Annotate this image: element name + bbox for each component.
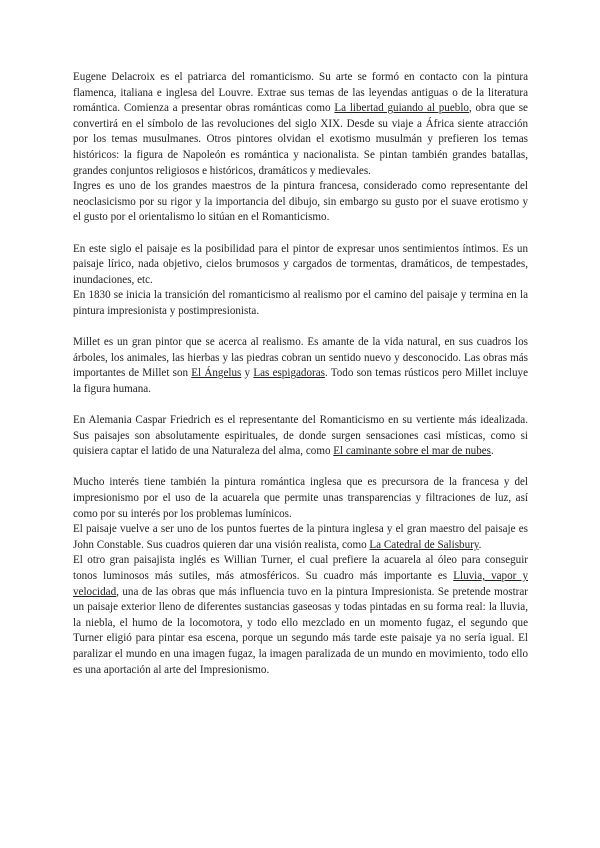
paragraph-text: Ingres es uno de los grandes maestros de la pintura francesa, considerado como representante del neoclasicismo por su rigor y la importancia del dibujo, sin embargo su gusto por el suave erotismo y el gusto por el orientalismo lo sitúan en el Romanticismo. [73,180,528,224]
paragraph-text: Mucho interés tiene también la pintura romántica inglesa que es precursora de la francesa y del impresionismo por el uso de la acuarela que permite unas transparencias y filtraciones de luz, así como por su interés por los problemas lumínicos. [73,476,528,520]
paragraph-text: . [491,445,494,458]
paragraph [73,242,528,289]
paragraph-spacer [73,320,528,336]
paragraph-spacer [73,226,528,242]
artwork-title-link[interactable]: La libertad guiando al pueblo [334,102,469,115]
paragraph-spacer [73,397,528,413]
paragraph [73,70,528,179]
paragraph-text: El otro gran paisajista inglés es Willian Turner, el cual prefiere la acuarela al óleo para conseguir tonos luminosos más sutiles, más atmosféricos. Su cuadro más importante es [73,554,528,582]
paragraph-spacer [73,460,528,476]
artwork-title-link[interactable]: El caminante sobre el mar de nubes [333,445,491,458]
paragraph-text: Eugene Delacroix es el patriarca del romanticismo. Su arte se formó en contacto con la pintura flamenca, italiana e inglesa del Louvre. Extrae sus temas de las leyendas antiguas o de la literatura romántica. Comienza a presentar obras románticas como [73,71,528,115]
artwork-title-link[interactable]: El Ángelus [191,367,242,380]
paragraph-text: En Alemania Caspar Friedrich es el representante del Romanticismo en su vertiente más idealizada. Sus paisajes son absolutamente espirituales, de donde surgen sensaciones casi místicas, como si quisiera captar el latido de una Naturaleza del alma, como [73,414,528,458]
paragraph [73,475,528,522]
paragraph [73,335,528,397]
paragraph [73,413,528,460]
paragraph-text: , obra que se convertirá en el símbolo de las revoluciones del siglo XIX. Desde su viaje a África siente atracción por los temas musulmanes. Otros pintores olvidan el exotismo musulmán y prefieren los temas históricos: la figura de Napoleón es romántica y nacionalista. Se pintan también grandes batallas, grandes conjuntos religiosos e históricos, dramáticos y medievales. [73,102,528,177]
paragraph [73,179,528,226]
paragraph-text: El paisaje vuelve a ser uno de los puntos fuertes de la pintura inglesa y el gran maestro del paisaje es John Constable. Sus cuadros quieren dar una visión realista, como [73,523,528,551]
paragraph [73,288,528,319]
paragraph [73,553,528,678]
artwork-title-link[interactable]: La Catedral de Salisbury [369,538,479,551]
paragraph-text: En 1830 se inicia la transición del romanticismo al realismo por el camino del paisaje y termina en la pintura impresionista y postimpresionista. [73,289,528,317]
paragraph-text: En este siglo el paisaje es la posibilidad para el pintor de expresar unos sentimientos íntimos. Es un paisaje lírico, nada objetivo, cielos brumosos y cargados de tormentas, dramáticos, de tempestades, inundaciones, etc. [73,242,528,286]
paragraph-text: Millet es un gran pintor que se acerca al realismo. Es amante de la vida natural, en sus cuadros los árboles, los animales, las hierbas y las piedras cobran un sentido nuevo y desconocido. Las obras más importantes de Millet son [73,336,528,380]
paragraph-text: . Todo son temas rústicos pero Millet incluye la figura humana. [73,367,529,395]
paragraph-text: y [241,367,254,380]
paragraph-text: , una de las obras que más influencia tuvo en la pintura Impresionista. Se pretende mostrar un paisaje exterior lleno de diferentes sustancias gaseosas y todas pintadas en su forma real: la lluvia, la niebla, el humo de la locomotora, y todo ello mezclado en un momento fugaz, el segundo que Turner eligió para pintar esa escena, porque un segundo más tarde este paisaje ya no sería igual. El paralizar el mundo en una imagen fugaz, la imagen paralizada de un mundo en movimiento, todo ello es una aportación al arte del Impresionismo. [73,585,528,676]
paragraph-text: . [478,538,482,551]
artwork-title-link[interactable]: Las espigadoras [253,367,325,380]
artwork-title-link[interactable]: Lluvia, vapor y velocidad [73,570,528,598]
paragraph [73,522,528,553]
